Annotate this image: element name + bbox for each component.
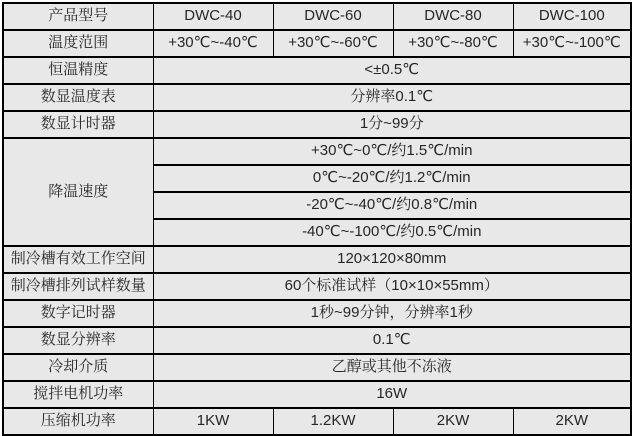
row-temp-display	[3, 84, 631, 111]
digital-timer-label: 数字记时器	[3, 300, 153, 327]
sample-capacity-value: 60个标准试样（10×10×55mm）	[153, 273, 631, 300]
model-cell-dwc-80: DWC-80	[393, 3, 513, 30]
temp-range-cell-3: +30℃~-80℃	[393, 30, 513, 57]
display-resolution-value: 0.1℃	[153, 327, 631, 354]
row-display-resolution	[3, 327, 631, 354]
temp-display-label: 数显温度表	[3, 84, 153, 111]
compressor-power-cell-2: 1.2KW	[273, 408, 393, 435]
row-work-space	[3, 246, 631, 273]
temp-display-value: 分辨率0.1℃	[153, 84, 631, 111]
model-cell-dwc-100: DWC-100	[513, 3, 631, 30]
row-cooling-speed-stage-1	[3, 138, 631, 165]
timer-display-value: 1分~99分	[153, 111, 631, 138]
row-timer-display	[3, 111, 631, 138]
cooling-speed-stage-3: -20℃~-40℃/约0.8℃/min	[153, 192, 631, 219]
accuracy-label: 恒温精度	[3, 57, 153, 84]
accuracy-value: <±0.5℃	[153, 57, 631, 84]
work-space-value: 120×120×80mm	[153, 246, 631, 273]
product-spec-table	[2, 2, 632, 436]
temp-range-label: 温度范围	[3, 30, 153, 57]
work-space-label: 制冷槽有效工作空间	[3, 246, 153, 273]
timer-display-label: 数显计时器	[3, 111, 153, 138]
cooling-speed-stage-2: 0℃~-20℃/约1.2℃/min	[153, 165, 631, 192]
row-digital-timer	[3, 300, 631, 327]
temp-range-cell-2: +30℃~-60℃	[273, 30, 393, 57]
display-resolution-label: 数显分辨率	[3, 327, 153, 354]
cooling-medium-label: 冷却介质	[3, 354, 153, 381]
cooling-speed-stage-4: -40℃~-100℃/约0.5℃/min	[153, 219, 631, 246]
compressor-power-label: 压缩机功率	[3, 408, 153, 435]
row-stir-motor-power	[3, 381, 631, 408]
row-sample-capacity	[3, 273, 631, 300]
cooling-speed-stage-1: +30℃~0℃/约1.5℃/min	[153, 138, 631, 165]
row-compressor-power	[3, 408, 631, 435]
product-model-label: 产品型号	[3, 3, 153, 30]
stir-motor-power-value: 16W	[153, 381, 631, 408]
compressor-power-cell-1: 1KW	[153, 408, 273, 435]
model-cell-dwc-60: DWC-60	[273, 3, 393, 30]
temp-range-cell-1: +30℃~-40℃	[153, 30, 273, 57]
row-accuracy	[3, 57, 631, 84]
digital-timer-value: 1秒~99分钟，分辨率1秒	[153, 300, 631, 327]
model-cell-dwc-40: DWC-40	[153, 3, 273, 30]
row-cooling-medium	[3, 354, 631, 381]
cooling-medium-value: 乙醇或其他不冻液	[153, 354, 631, 381]
compressor-power-cell-4: 2KW	[513, 408, 631, 435]
temp-range-cell-4: +30℃~-100℃	[513, 30, 631, 57]
row-product-model	[3, 3, 631, 30]
compressor-power-cell-3: 2KW	[393, 408, 513, 435]
stir-motor-power-label: 搅拌电机功率	[3, 381, 153, 408]
sample-capacity-label: 制冷槽排列试样数量	[3, 273, 153, 300]
row-temp-range	[3, 30, 631, 57]
cooling-speed-label: 降温速度	[3, 138, 153, 246]
